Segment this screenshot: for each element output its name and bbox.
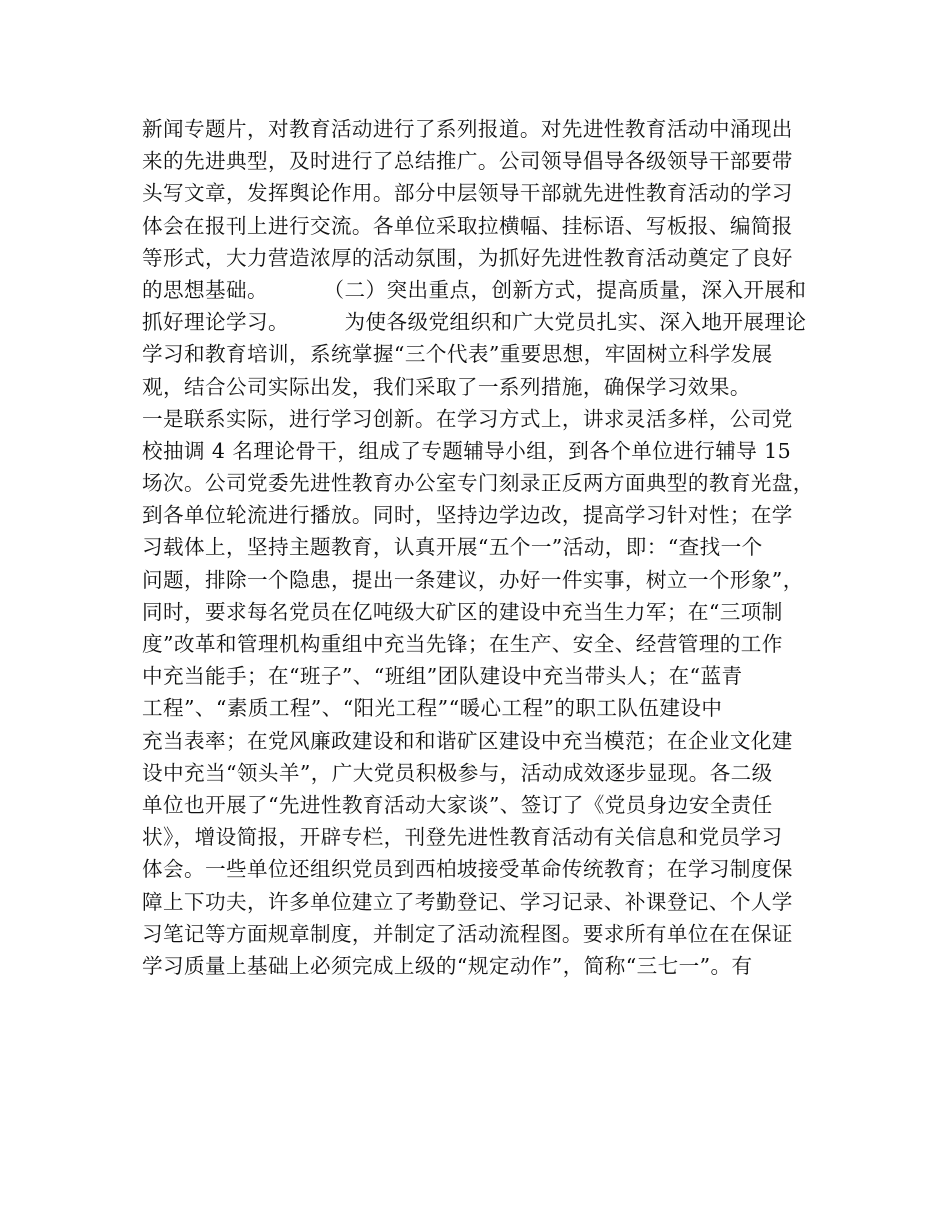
text-line: 充当表率；在党风廉政建设和和谐矿区建设中充当模范；在企业文化建: [142, 728, 793, 753]
text-line: 到各单位轮流进行播放。同时，坚持边学边改，提高学习针对性；在学: [142, 503, 793, 528]
text-line: 体会在报刊上进行交流。各单位采取拉横幅、挂标语、写板报、编简报: [142, 213, 793, 238]
text-line: 等形式，大力营造浓厚的活动氛围，为抓好先进性教育活动奠定了良好: [142, 245, 793, 270]
text-line: 中充当能手；在“班子”、“班组”团队建设中充当带头人；在“蓝青: [142, 664, 743, 689]
text-line: 习载体上，坚持主题教育，认真开展“五个一”活动，即：“查找一个: [142, 535, 763, 560]
text-line: 头写文章，发挥舆论作用。部分中层领导干部就先进性教育活动的学习: [142, 181, 793, 206]
text-line: 新闻专题片，对教育活动进行了系列报道。对先进性教育活动中涌现出: [142, 117, 793, 141]
text-line: 同时，要求每名党员在亿吨级大矿区的建设中充当生力军；在“三项制: [142, 599, 783, 624]
text-line: 观，结合公司实际出发，我们采取了一系列措施，确保学习效果。: [142, 374, 751, 399]
text-line: 单位也开展了“先进性教育活动大家谈”、签订了《党员身边安全责任: [142, 792, 773, 817]
text-line: 来的先进典型，及时进行了总结推广。公司领导倡导各级领导干部要带: [142, 149, 793, 174]
text-line: 状》，增设简报，开辟专栏，刊登先进性教育活动有关信息和党员学习: [142, 825, 783, 850]
text-line: 学习质量上基础上必须完成上级的“规定动作”，简称“三七一”。有: [142, 953, 753, 978]
body-text: [142, 113, 822, 982]
text-line: 问题，排除一个隐患，提出一条建议，办好一件实事，树立一个形象”，: [142, 567, 804, 592]
text-line: 的思想基础。 （二）突出重点，创新方式，提高质量，深入开展和: [142, 277, 807, 302]
text-line: 学习和教育培训，系统掌握“三个代表”重要思想，牢固树立科学发展: [142, 342, 773, 367]
text-line: 抓好理论学习。 为使各级党组织和广大党员扎实、深入地开展理论: [142, 310, 807, 335]
text-line: 一是联系实际，进行学习创新。在学习方式上，讲求灵活多样，公司党: [142, 406, 793, 431]
text-line: 障上下功夫，许多单位建立了考勤登记、学习记录、补课登记、个人学: [142, 889, 793, 914]
text-line: 校抽调 4 名理论骨干，组成了专题辅导小组，到各个单位进行辅导 15: [142, 438, 792, 463]
text-line: 度”改革和管理机构重组中充当先锋；在生产、安全、经营管理的工作: [142, 632, 783, 656]
text-line: 场次。公司党委先进性教育办公室专门刻录正反两方面典型的教育光盘，: [142, 471, 814, 496]
text-line: 设中充当“领头羊”，广大党员积极参与，活动成效逐步显现。各二级: [142, 760, 773, 785]
text-line: 工程”、“素质工程”、“阳光工程”“暖心工程”的职工队伍建设中: [142, 696, 723, 721]
text-line: 习笔记等方面规章制度，并制定了活动流程图。要求所有单位在在保证: [142, 921, 793, 946]
text-line: 体会。一些单位还组织党员到西柏坡接受革命传统教育；在学习制度保: [142, 857, 793, 882]
